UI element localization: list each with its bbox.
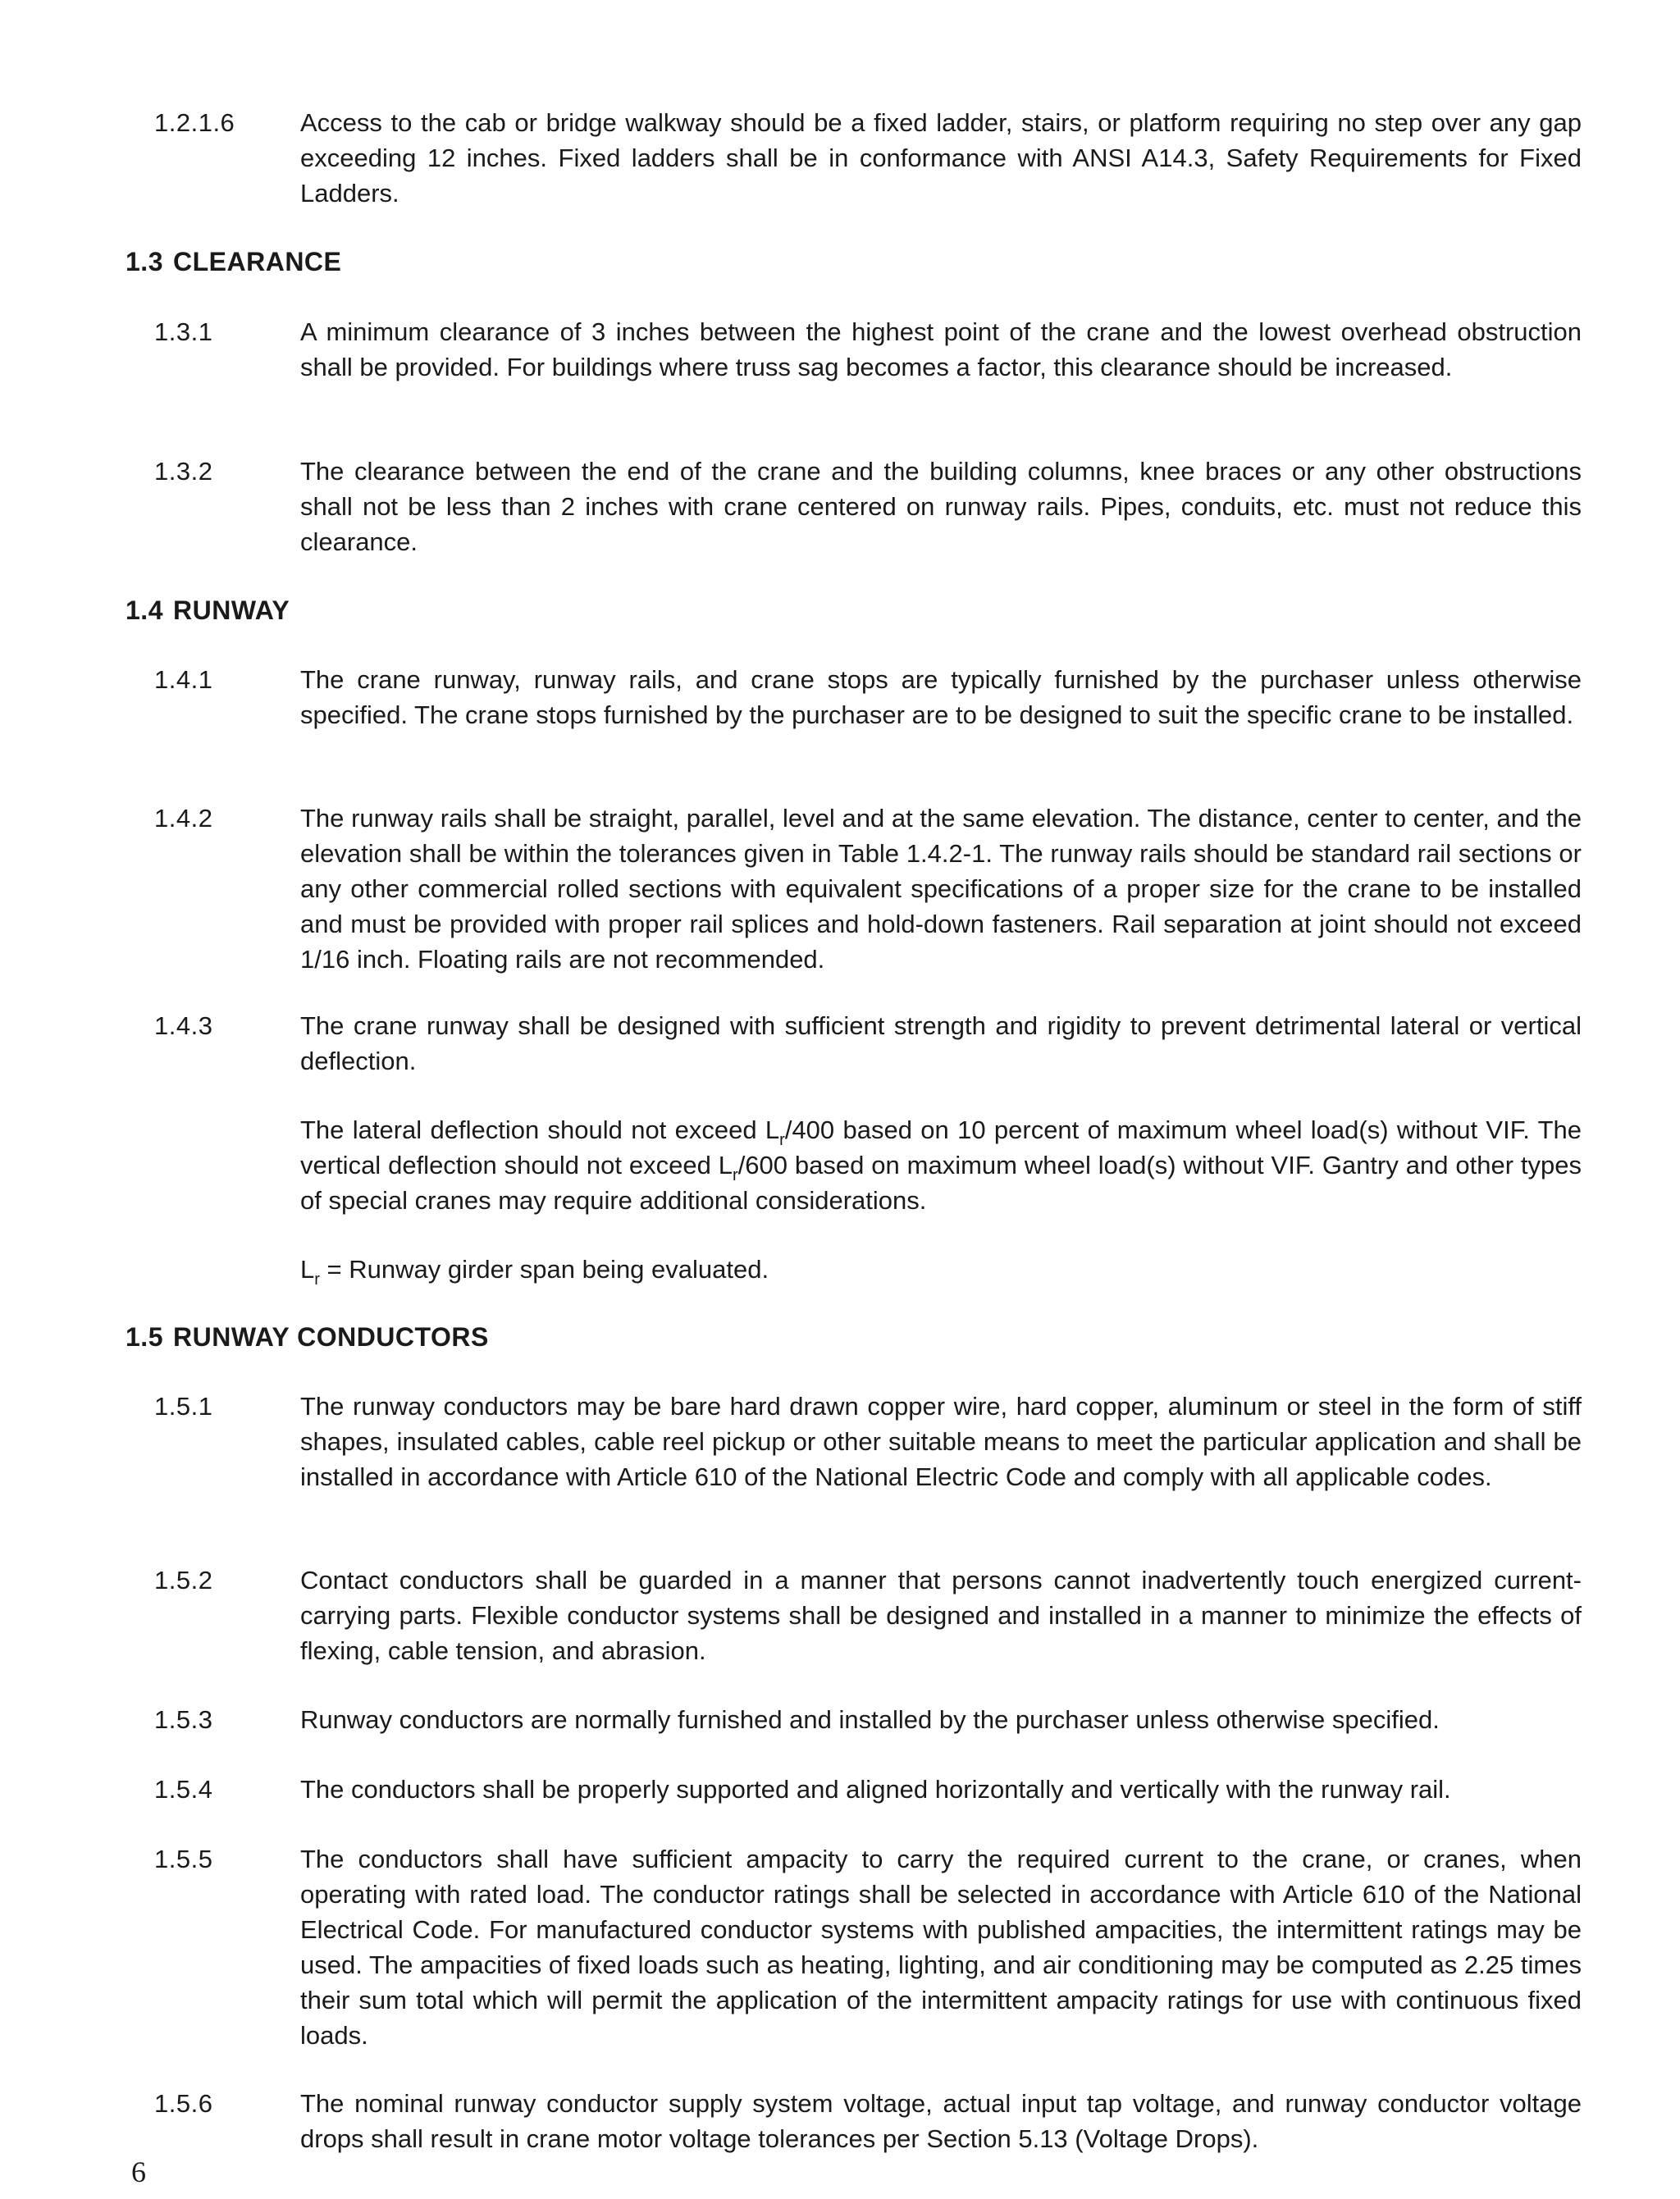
- paragraph-number: 1.5.1: [154, 1392, 213, 1421]
- paragraph-number: 1.4.2: [154, 804, 213, 833]
- section-title: CLEARANCE: [172, 247, 342, 276]
- page-number: 6: [131, 2156, 146, 2188]
- paragraph-text: The crane runway, runway rails, and crane stops are typically furnished by the purchaser unless otherwise specified. The crane stops furnished by the purchaser are to be designed to suit the specific crane to be installed.: [300, 665, 1582, 729]
- paragraph-number: 1.2.1.6: [154, 108, 235, 137]
- subscript-r: r: [314, 1271, 320, 1289]
- paragraph-text: Runway conductors are normally furnished and installed by the purchaser unless otherwise specified.: [300, 1705, 1440, 1734]
- section-number: 1.4: [126, 595, 163, 625]
- subscript-r: r: [733, 1166, 738, 1184]
- paragraph-text: Access to the cab or bridge walkway should be a fixed ladder, stairs, or platform requiring no step over any gap exceeding 12 inches. Fixed ladders shall be in conformance with ANSI A14.3, Safety Requirements for Fixed Ladders.: [300, 108, 1582, 208]
- paragraph-number: 1.4.1: [154, 665, 213, 694]
- paragraph-number: 1.5.4: [154, 1775, 213, 1804]
- section-heading-runway-conductors: [126, 1320, 489, 1355]
- section-number: 1.5: [126, 1322, 163, 1352]
- paragraph-text: The clearance between the end of the crane and the building columns, knee braces or any other obstructions shall not be less than 2 inches with crane centered on runway rails. Pipes, conduits, etc. must not reduce this clearance.: [300, 457, 1582, 556]
- definition-symbol: L: [300, 1255, 315, 1284]
- paragraph-text: The runway conductors may be bare hard drawn copper wire, hard copper, aluminum or steel in the form of stiff shapes, insulated cables, cable reel pickup or other suitable means to meet the particular application and shall be installed in accordance with Article 610 of the National Electric Code and comply with all applicable codes.: [300, 1392, 1582, 1491]
- deflection-text-part: The lateral deflection should not exceed L: [300, 1115, 780, 1144]
- paragraph-text: The runway rails shall be straight, parallel, level and at the same elevation. The distance, center to center, and the elevation shall be within the tolerances given in Table 1.4.2-1. The runway rails should be standard rail sections or any other commercial rolled sections with equivalent specifications of a proper size for the crane to be installed and must be provided with proper rail splices and hold-down fasteners. Rail separation at joint should not exceed 1/16 inch. Floating rails are not recommended.: [300, 804, 1582, 974]
- section-heading-clearance: [126, 244, 341, 280]
- definition-text: [300, 1252, 1582, 1287]
- paragraph-text: The conductors shall be properly supported and aligned horizontally and vertically with the runway rail.: [300, 1775, 1451, 1804]
- deflection-text-part: /600 based on maximum wheel load(s) without VIF. Gantry and other types of special cranes may require additional considerations.: [300, 1151, 1582, 1215]
- subscript-r: r: [779, 1131, 785, 1149]
- paragraph-number: 1.5.6: [154, 2089, 213, 2118]
- deflection-text-part: /400 based on 10 percent of maximum wheel load(s) without VIF. The vertical deflection should not exceed L: [300, 1115, 1582, 1179]
- section-title: RUNWAY CONDUCTORS: [172, 1322, 489, 1352]
- section-heading-runway: [126, 593, 290, 628]
- definition-rest: = Runway girder span being evaluated.: [326, 1255, 769, 1284]
- paragraph-text: A minimum clearance of 3 inches between the highest point of the crane and the lowest overhead obstruction shall be provided. For buildings where truss sag becomes a factor, this clearance should be increased.: [300, 317, 1582, 381]
- section-title: RUNWAY: [172, 595, 290, 625]
- paragraph-number: 1.3.1: [154, 317, 213, 346]
- paragraph-text: The conductors shall have sufficient ampacity to carry the required current to the crane, or cranes, when operating with rated load. The conductor ratings shall be selected in accordance with Article 610 of the National Electrical Code. For manufactured conductor systems with published ampacities, the intermittent ratings may be used. The ampacities of fixed loads such as heating, lighting, and air conditioning may be computed as 2.25 times their sum total which will permit the application of the intermittent ampacity ratings for use with continuous fixed loads.: [300, 1845, 1582, 2050]
- paragraph-text: The crane runway shall be designed with sufficient strength and rigidity to prevent detrimental lateral or vertical deflection.: [300, 1011, 1582, 1075]
- paragraph-number: 1.5.2: [154, 1566, 213, 1595]
- paragraph-number: 1.5.5: [154, 1845, 213, 1873]
- paragraph-text: Contact conductors shall be guarded in a manner that persons cannot inadvertently touch energized current-carrying parts. Flexible conductor systems shall be designed and installed in a manner to minimize the effects of flexing, cable tension, and abrasion.: [300, 1566, 1582, 1665]
- paragraph-text: The nominal runway conductor supply system voltage, actual input tap voltage, and runway conductor voltage drops shall result in crane motor voltage tolerances per Section 5.13 (Voltage Drops).: [300, 2089, 1582, 2153]
- deflection-text: [300, 1112, 1582, 1218]
- paragraph-number: 1.4.3: [154, 1011, 213, 1040]
- paragraph-number: 1.5.3: [154, 1705, 213, 1734]
- section-number: 1.3: [126, 247, 163, 276]
- paragraph-number: 1.3.2: [154, 457, 213, 486]
